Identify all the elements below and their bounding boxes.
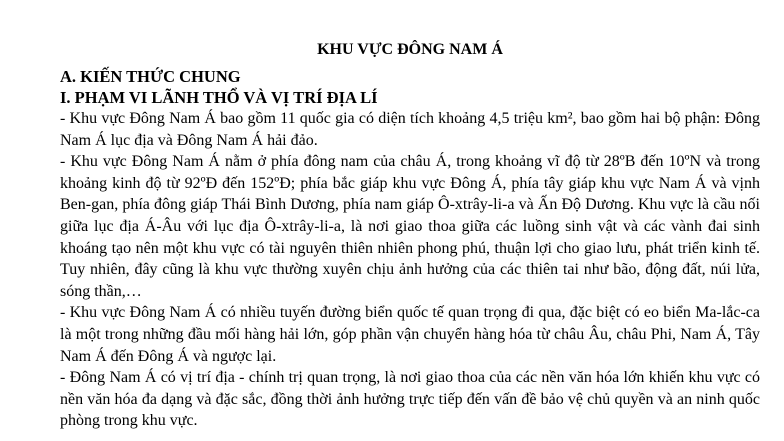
paragraph-geopolitics: - Đông Nam Á có vị trí địa - chính trị quan trọng, là nơi giao thoa của các nền văn hóa lớn khiến khu vực có nền văn hóa đa dạng và đặc sắc, đồng thời ảnh hưởng trực tiếp đến vấn đề bảo vệ chủ quyền và an ninh quốc phòng trong khu vực. — [60, 369, 760, 430]
section-heading-a: A. KIẾN THỨC CHUNG — [60, 67, 241, 86]
paragraph-sea-routes: - Khu vực Đông Nam Á có nhiều tuyến đường biển quốc tế quan trọng đi qua, đặc biệt có eo biển Ma-lắc-ca là một trong những đầu mối hàng hải lớn, góp phần vận chuyển hàng hóa từ châu Âu, châu Phi, Nam Á, Tây Nam Á đến Đông Á và ngược lại. — [60, 304, 760, 365]
document-title: KHU VỰC ĐÔNG NAM Á — [317, 41, 503, 58]
paragraph-area: - Khu vực Đông Nam Á bao gồm 11 quốc gia có diện tích khoảng 4,5 triệu km², bao gồm hai bộ phận: Đông Nam Á lục địa và Đông Nam Á hải đảo. — [60, 110, 760, 149]
paragraph-location: - Khu vực Đông Nam Á nằm ở phía đông nam của châu Á, trong khoảng vĩ độ từ 28ºB đến 10ºN và trong khoảng kinh độ từ 92ºĐ đến 152ºĐ; phía bắc giáp khu vực Đông Á, phía tây giáp khu vực Nam Á và vịnh Ben-gan, phía đông giáp Thái Bình Dương, phía nam giáp Ô-xtrây-li-a và Ấn Độ Dương. Khu vực là cầu nối giữa lục địa Á-Âu với lục địa Ô-xtrây-li-a, là nơi giao thoa giữa các luồng sinh vật và các vành đai sinh khoáng tạo nên một khu vực có tài nguyên thiên nhiên phong phú, thuận lợi cho giao lưu, phát triển kinh tế. Tuy nhiên, đây cũng là khu vực thường xuyên chịu ảnh hưởng của các thiên tai như bão, động đất, núi lửa, sóng thần,… — [60, 153, 760, 300]
section-heading-1: I. PHẠM VI LÃNH THỔ VÀ VỊ TRÍ ĐỊA LÍ — [60, 88, 378, 107]
